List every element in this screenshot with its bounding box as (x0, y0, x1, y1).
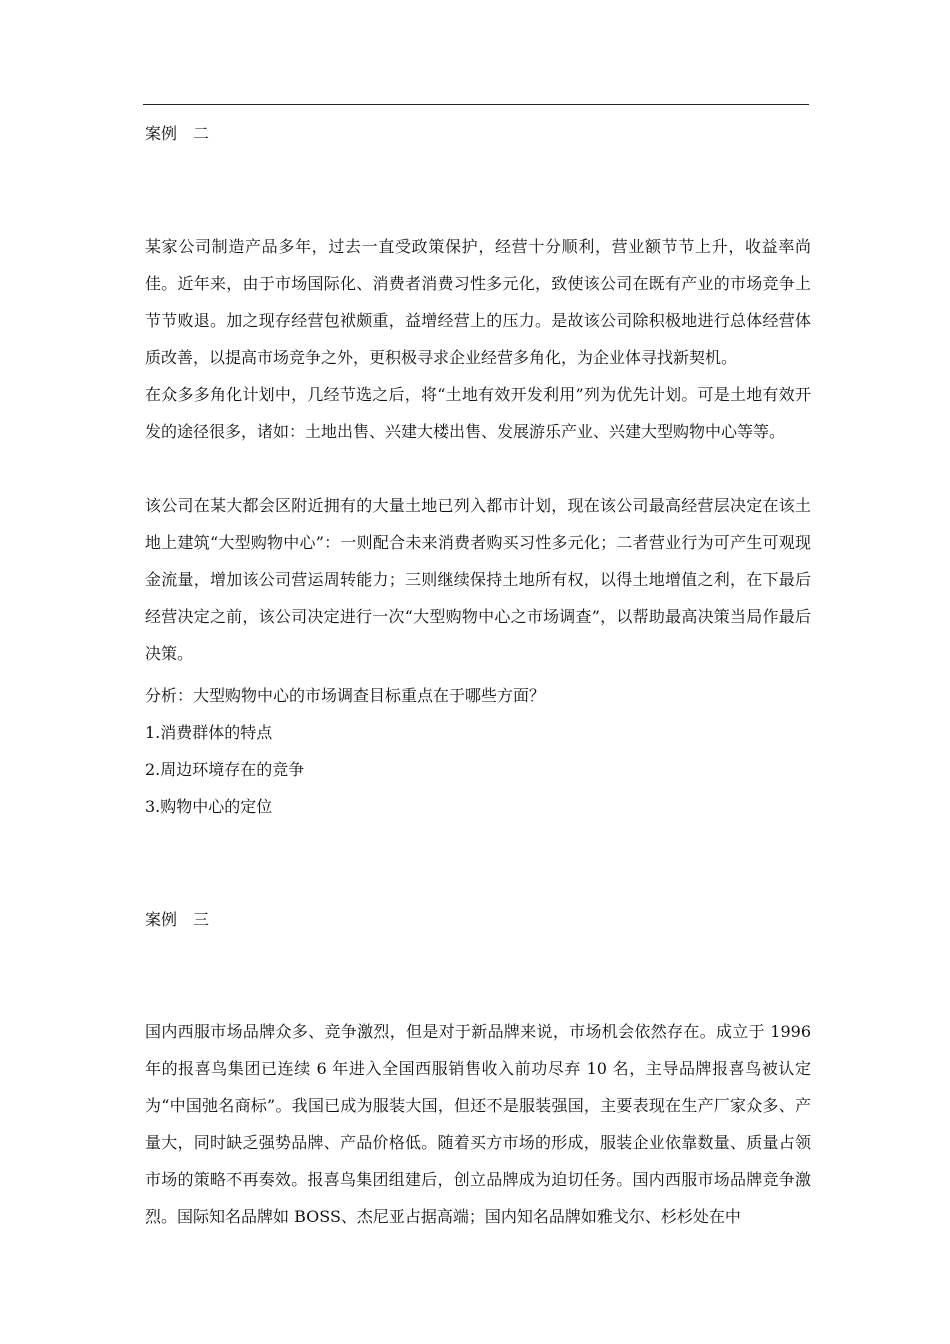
analysis-question: 分析：大型购物中心的市场调查目标重点在于哪些方面？ (145, 686, 546, 705)
case-three-heading: 案例 三 (145, 910, 210, 929)
analysis-point-1: 1.消费群体的特点 (145, 723, 273, 742)
case-two-paragraph-1: 某家公司制造产品多年，过去一直受政策保护，经营十分顺利，营业额节节上升，收益率尚佳。近年来，由于市场国际化、消费者消费习性多元化，致使该公司在既有产业的市场竞争上节节败退。加之现存经营包袱颇重，益增经营上的压力。是故该公司除积极地进行总体经营体质改善，以提高市场竞争之外，更积极寻求企业经营多角化，为企业体寻找新契机。 (145, 237, 811, 367)
analysis-point-2: 2.周边环境存在的竞争 (145, 760, 305, 779)
case-three-paragraph: 国内西服市场品牌众多、竞争激烈，但是对于新品牌来说，市场机会依然存在。成立于 1996 年的报喜鸟集团已连续 6 年进入全国西服销售收入前功尽弃 10 名，主导品牌报喜鸟被认定为“中国弛名商标”。我国已成为服装大国，但还不是服装强国，主要表现在生产厂家众多、产量大，同时缺乏强势品牌、产品价格低。随着买方市场的形成，服装企业依靠数量、质量占领市场的策略不再奏效。报喜鸟集团组建后，创立品牌成为迫切任务。国内西服市场品牌竞争激烈。国际知名品牌如 BOSS、杰尼亚占据高端；国内知名品牌如雅戈尔、杉杉处在中 (145, 1022, 811, 1226)
case-two-paragraph-2: 在众多多角化计划中，几经节选之后，将“土地有效开发利用”列为优先计划。可是土地有效开发的途径很多，诸如：土地出售、兴建大楼出售、发展游乐产业、兴建大型购物中心等等。 (145, 385, 811, 441)
header-rule (143, 104, 809, 105)
case-two-paragraph-3: 该公司在某大都会区附近拥有的大量土地已列入都市计划，现在该公司最高经营层决定在该土地上建筑“大型购物中心”：一则配合未来消费者购买习性多元化；二者营业行为可产生可观现金流量，增加该公司营运周转能力；三则继续保持土地所有权，以得土地增值之利，在下最后经营决定之前，该公司决定进行一次“大型购物中心之市场调查”，以帮助最高决策当局作最后决策。 (145, 496, 811, 663)
analysis-point-3: 3.购物中心的定位 (145, 797, 273, 816)
case-two-heading: 案例 二 (145, 124, 210, 143)
